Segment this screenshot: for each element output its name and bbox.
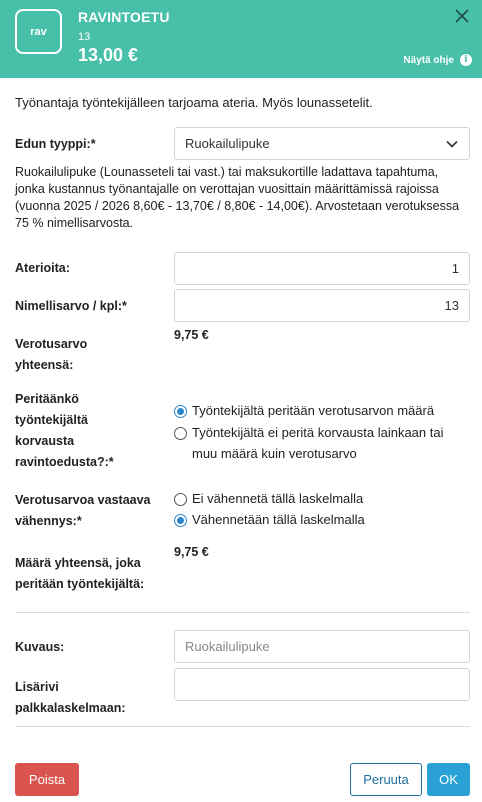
benefit-type-value: Ruokailulipuke [185, 136, 270, 151]
ok-button[interactable]: OK [427, 763, 470, 796]
logo-text: rav [30, 25, 47, 38]
meals-input[interactable] [174, 252, 470, 285]
extra-row-input[interactable] [174, 668, 470, 701]
radio-label: Vähennetään tällä laskelmalla [192, 512, 365, 527]
meals-label: Aterioita: [15, 261, 70, 275]
radio-label: Työntekijältä ei peritä korvausta lainkaan tai muu määrä kuin verotusarvo [192, 425, 444, 461]
info-icon: i [460, 54, 472, 66]
radio-compensation-tax-value[interactable] [174, 403, 470, 421]
benefit-logo [15, 9, 62, 54]
radio-button-selected [174, 405, 187, 418]
header-bar [0, 0, 482, 78]
divider [15, 612, 470, 613]
description-field-label: Kuvaus: [15, 640, 65, 654]
delete-button[interactable]: Poista [15, 763, 79, 796]
radio-button [174, 493, 187, 506]
collected-total-label: Määrä yhteensä, joka peritään työntekijältä: [15, 556, 145, 591]
show-help-link[interactable] [403, 54, 472, 66]
header-amount: 13,00 € [78, 45, 139, 65]
taxable-total-value: 9,75 € [174, 328, 209, 342]
radio-deduction-no[interactable] [174, 491, 470, 509]
cancel-button[interactable]: Peruuta [350, 763, 422, 796]
face-value-label: Nimellisarvo / kpl:* [15, 299, 127, 313]
deduction-label: Verotusarvoa vastaava vähennys:* [15, 493, 151, 528]
radio-label: Ei vähennetä tällä laskelmalla [192, 491, 364, 506]
face-value-input[interactable] [174, 289, 470, 322]
benefit-type-label: Edun tyyppi:* [15, 137, 96, 151]
radio-deduction-yes[interactable] [174, 512, 470, 530]
intro-text: Työnantaja työntekijälleen tarjoama ateria. Myös lounassetelit. [15, 95, 373, 110]
header-subtitle: 13 [78, 31, 91, 43]
description-input[interactable] [174, 630, 470, 663]
benefit-description: Ruokailulipuke (Lounasseteli tai vast.) tai maksukortille ladattava tapahtuma, jonka kustannus työnantajalle on verottajan vuosittain määrittämissä rajoissa (vuonna 2025 / 2026 8,60€ - 13,70€ / 8,80€ - 14,00€). Arvostetaan verotuksessa 75 % nimellisarvosta. [15, 165, 460, 230]
radio-button-selected [174, 514, 187, 527]
benefit-type-select[interactable] [174, 127, 470, 160]
divider [15, 726, 470, 727]
radio-button [174, 427, 187, 440]
extra-row-label: Lisärivi palkkalaskelmaan: [15, 680, 126, 715]
collected-total-value: 9,75 € [174, 545, 209, 559]
close-button[interactable] [451, 5, 473, 27]
chevron-down-icon [445, 137, 459, 151]
compensation-label: Peritäänkö työntekijältä korvausta ravintoedusta?:* [15, 392, 114, 469]
taxable-total-label: Verotusarvo yhteensä: [15, 337, 88, 372]
page-title: RAVINTOETU [78, 9, 170, 25]
close-icon [451, 5, 473, 27]
radio-label: Työntekijältä peritään verotusarvon määrä [192, 403, 435, 418]
help-label: Näytä ohje [403, 54, 454, 66]
radio-compensation-none[interactable] [174, 425, 470, 464]
